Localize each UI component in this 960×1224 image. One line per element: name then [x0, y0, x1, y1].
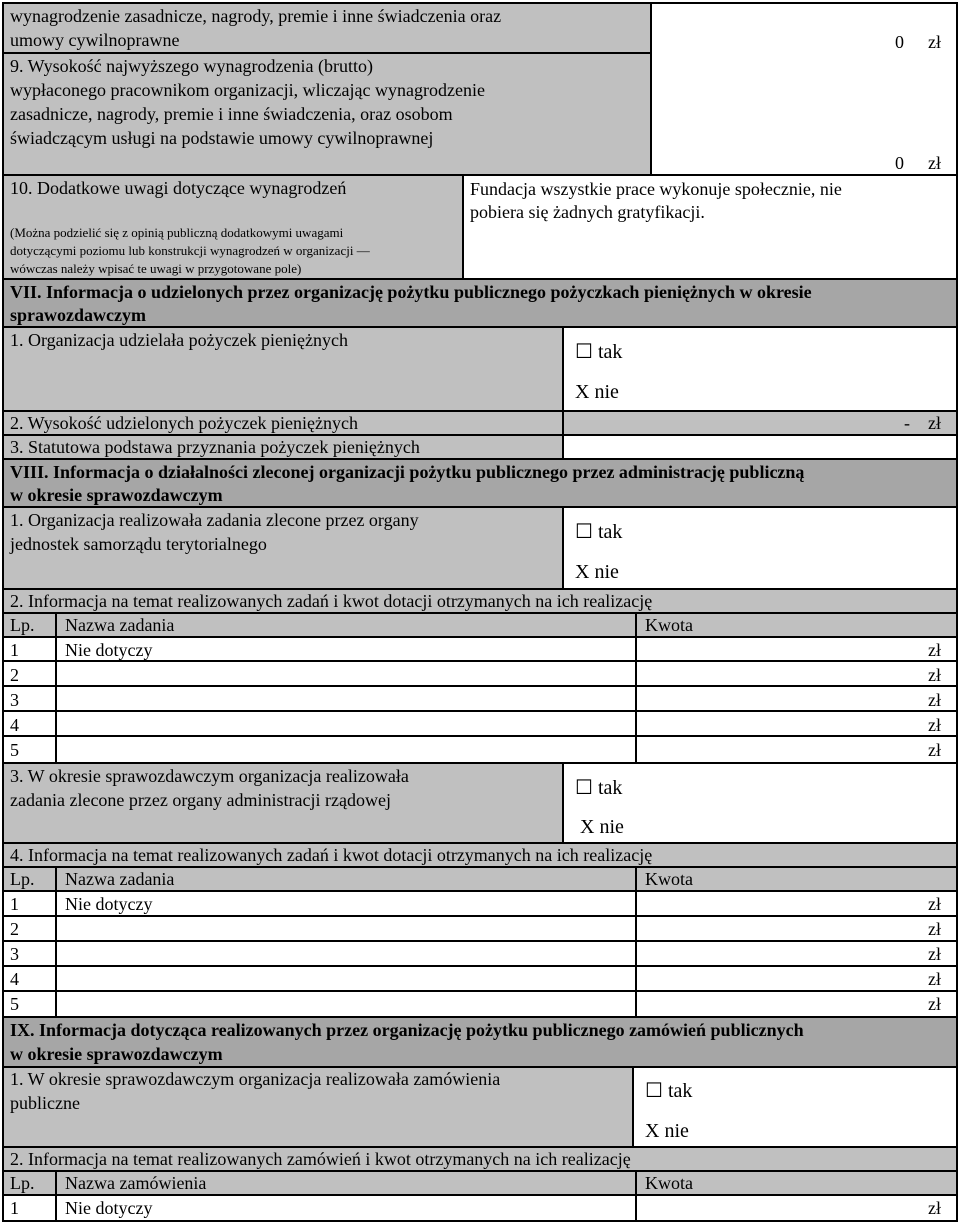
- table3-header-amount: Kwota: [645, 1173, 693, 1193]
- q10-note-line2: dotyczącymi poziomu lub konstrukcji wynagrodzeń w organizacji —: [10, 243, 370, 258]
- table2-header-name: Nazwa zadania: [65, 869, 175, 889]
- table-row-number: 3: [10, 690, 19, 710]
- ix-q1-tak-label: tak: [667, 1080, 693, 1102]
- viii-q1-nie-label: nie: [594, 561, 619, 583]
- table3-header-lp: Lp.: [10, 1173, 35, 1193]
- table-row-number: 3: [10, 944, 19, 964]
- q10-answer-line1[interactable]: Fundacja wszystkie prace wykonuje społecznie, nie: [470, 179, 842, 199]
- table-row-currency: zł: [928, 640, 941, 660]
- table-row-name[interactable]: Nie dotyczy: [65, 1198, 153, 1218]
- ix-q1-label-line2: publiczne: [10, 1093, 80, 1113]
- q9-label-line1: 9. Wysokość najwyższego wynagrodzenia (brutto): [10, 56, 373, 76]
- table-row-currency: zł: [928, 1198, 941, 1218]
- viii-q2-label: 2. Informacja na temat realizowanych zadań i kwot dotacji otrzymanych na ich realizację: [10, 591, 653, 611]
- row1-value: 0: [895, 32, 904, 52]
- table-row-number: 5: [10, 994, 19, 1014]
- vii-q2-label: 2. Wysokość udzielonych pożyczek pieniężnych: [10, 413, 358, 433]
- table-row-currency: zł: [928, 665, 941, 685]
- vii-q2-value[interactable]: -: [904, 413, 910, 433]
- viii-q1-checkbox-nie[interactable]: [575, 561, 619, 583]
- vii-q3-label: 3. Statutowa podstawa przyznania pożyczek pieniężnych: [10, 437, 420, 457]
- q10-note-line1: (Można podzielić się z opinią publiczną dodatkowymi uwagami: [10, 225, 344, 240]
- viii-q1-tak-label: tak: [597, 521, 623, 543]
- table-row-number: 1: [10, 640, 19, 660]
- checkbox-empty-icon: ☐: [645, 1080, 663, 1102]
- section-ix-header-line2: w okresie sprawozdawczym: [10, 1044, 223, 1064]
- checkbox-checked-icon: X: [575, 381, 590, 403]
- table-row-number: 4: [10, 715, 19, 735]
- table-row-number: 5: [10, 740, 19, 760]
- vii-q1-nie-label: nie: [594, 381, 619, 403]
- table-row-currency: zł: [928, 690, 941, 710]
- row1-label-line2: umowy cywilnoprawne: [10, 30, 180, 50]
- table-row-currency: zł: [928, 715, 941, 735]
- viii-q1-checkbox-tak[interactable]: [575, 521, 622, 543]
- checkbox-checked-icon: X: [575, 561, 590, 583]
- section-viii-header-line2: w okresie sprawozdawczym: [10, 485, 223, 505]
- table-row-name[interactable]: Nie dotyczy: [65, 894, 153, 914]
- q9-label-line2: wypłaconego pracownikom organizacji, wliczając wynagrodzenie: [10, 80, 485, 100]
- viii-q3-checkbox-nie[interactable]: [580, 816, 624, 838]
- table3-header-name: Nazwa zamówienia: [65, 1173, 207, 1193]
- table1-header-name: Nazwa zadania: [65, 615, 175, 635]
- row1-label-line1: wynagrodzenie zasadnicze, nagrody, premie i inne świadczenia oraz: [10, 6, 502, 26]
- q9-currency: zł: [928, 153, 941, 173]
- checkbox-empty-icon: ☐: [575, 341, 593, 363]
- viii-q3-label-line2: zadania zlecone przez organy administracji rządowej: [10, 790, 391, 810]
- viii-q4-label: 4. Informacja na temat realizowanych zadań i kwot dotacji otrzymanych na ich realizację: [10, 845, 653, 865]
- q10-answer-line2[interactable]: pobiera się żadnych gratyfikacji.: [470, 202, 705, 222]
- viii-q3-checkbox-tak[interactable]: [575, 777, 622, 799]
- table-row-currency: zł: [928, 894, 941, 914]
- section-vii-header-line1: VII. Informacja o udzielonych przez organizację pożytku publicznego pożyczkach pieniężnych w okresie: [10, 282, 812, 302]
- table-row-number: 4: [10, 969, 19, 989]
- table-row-currency: zł: [928, 740, 941, 760]
- vii-q1-label: 1. Organizacja udzielała pożyczek pieniężnych: [10, 330, 348, 350]
- vii-q1-checkbox-tak[interactable]: [575, 341, 622, 363]
- table-row-number: 1: [10, 894, 19, 914]
- section-viii-header-line1: VIII. Informacja o działalności zleconej organizacji pożytku publicznego przez administrację publiczną: [10, 462, 805, 482]
- table-row-currency: zł: [928, 919, 941, 939]
- table-row-currency: zł: [928, 944, 941, 964]
- vii-q2-currency: zł: [928, 413, 941, 433]
- checkbox-empty-icon: ☐: [575, 521, 593, 543]
- q9-label-line3: zasadnicze, nagrody, premie i inne świadczenia, oraz osobom: [10, 104, 453, 124]
- q9-value: 0: [895, 153, 904, 173]
- checkbox-checked-icon: X: [645, 1120, 660, 1142]
- q10-title: 10. Dodatkowe uwagi dotyczące wynagrodzeń: [10, 178, 347, 198]
- checkbox-checked-icon: X: [580, 816, 595, 838]
- ix-q1-checkbox-nie[interactable]: [645, 1120, 689, 1142]
- table1-header-lp: Lp.: [10, 615, 35, 635]
- table-row-number: 2: [10, 919, 19, 939]
- viii-q3-tak-label: tak: [597, 777, 623, 799]
- table2-header-amount: Kwota: [645, 869, 693, 889]
- ix-q2-label: 2. Informacja na temat realizowanych zamówień i kwot otrzymanych na ich realizację: [10, 1149, 631, 1169]
- viii-q1-label-line1: 1. Organizacja realizowała zadania zlecone przez organy: [10, 510, 419, 530]
- table2-header-lp: Lp.: [10, 869, 35, 889]
- vii-q1-tak-label: tak: [597, 341, 623, 363]
- table-row-number: 2: [10, 665, 19, 685]
- ix-q1-checkbox-tak[interactable]: [645, 1080, 692, 1102]
- checkbox-empty-icon: ☐: [575, 777, 593, 799]
- section-ix-header-line1: IX. Informacja dotycząca realizowanych przez organizację pożytku publicznego zamówień publicznych: [10, 1020, 804, 1040]
- q9-label-line4: świadczącym usługi na podstawie umowy cywilnoprawnej: [10, 128, 434, 148]
- table-row-currency: zł: [928, 969, 941, 989]
- viii-q3-label-line1: 3. W okresie sprawozdawczym organizacja realizowała: [10, 766, 409, 786]
- viii-q1-label-line2: jednostek samorządu terytorialnego: [10, 534, 267, 554]
- ix-q1-label-line1: 1. W okresie sprawozdawczym organizacja realizowała zamówienia: [10, 1069, 501, 1089]
- q10-note-line3: wówczas należy wpisać te uwagi w przygotowane pole): [10, 261, 302, 276]
- table-row-number: 1: [10, 1198, 19, 1218]
- section-vii-header-line2: sprawozdawczym: [10, 305, 146, 325]
- row1-currency: zł: [928, 32, 941, 52]
- table-row-name[interactable]: Nie dotyczy: [65, 640, 153, 660]
- ix-q1-nie-label: nie: [664, 1120, 689, 1142]
- vii-q1-checkbox-nie[interactable]: [575, 381, 619, 403]
- table-row-currency: zł: [928, 994, 941, 1014]
- viii-q3-nie-label: nie: [599, 816, 624, 838]
- table1-header-amount: Kwota: [645, 615, 693, 635]
